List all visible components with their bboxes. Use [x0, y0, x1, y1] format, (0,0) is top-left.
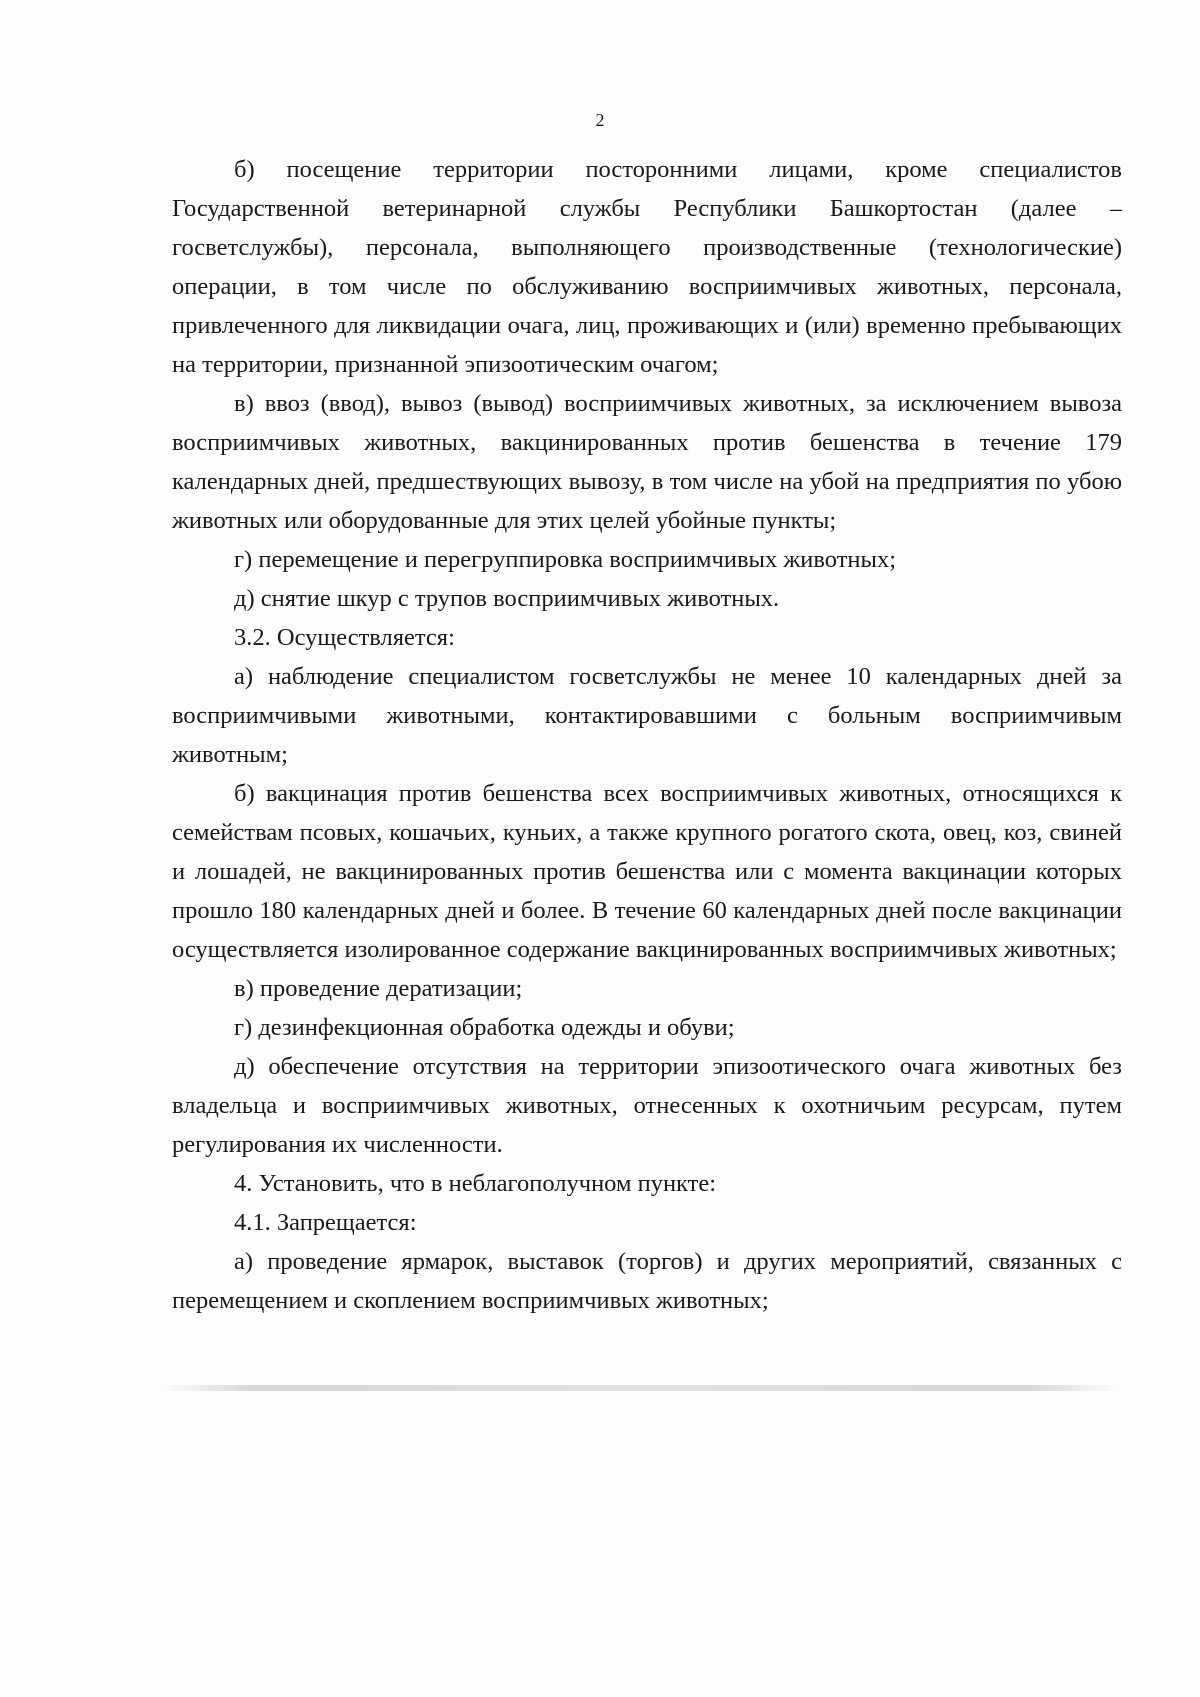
paragraph-b-visit-restriction: б) посещение территории посторонними лицами, кроме специалистов Государственной ветеринарной службы Республики Башкортостан (далее – госветслужбы), персонала, выполняющего производственные (технологические) операции, в том числе по обслуживанию восприимчивых животных, персонала, привлеченного для ликвидации очага, лиц, проживающих и (или) временно пребывающих на территории, признанной эпизоотическим очагом;	[172, 156, 1122, 378]
paragraph-g-disinfection: г) дезинфекционная обработка одежды и обуви;	[234, 1014, 735, 1041]
paragraph-d-skinning: д) снятие шкур с трупов восприимчивых животных.	[234, 585, 780, 612]
paragraph-d-stray-animals: д) обеспечение отсутствия на территории эпизоотического очага животных без владельца и восприимчивых животных, отнесенных к охотничьим ресурсам, путем регулирования их численности.	[172, 1053, 1122, 1158]
section-4-heading: 4. Установить, что в неблагополучном пункте:	[234, 1170, 717, 1197]
paragraph-v-import-export: в) ввоз (ввод), вывоз (вывод) восприимчивых животных, за исключением вывоза восприимчивых животных, вакцинированных против бешенства в течение 179 календарных дней, предшествующих вывозу, в том числе на убой на предприятия по убою животных или оборудованные для этих целей убойные пункты;	[172, 390, 1122, 534]
document-body	[172, 150, 1122, 1320]
paragraph-a-observation: а) наблюдение специалистом госветслужбы не менее 10 календарных дней за восприимчивыми животными, контактировавшими с больным восприимчивым животным;	[172, 663, 1122, 768]
paragraph-g-regrouping: г) перемещение и перегруппировка восприимчивых животных;	[234, 546, 897, 573]
paragraph-b-vaccination: б) вакцинация против бешенства всех восприимчивых животных, относящихся к семействам псовых, кошачьих, куньих, а также крупного рогатого скота, овец, коз, свиней и лошадей, не вакцинированных против бешенства или с момента вакцинации которых прошло 180 календарных дней и более. В течение 60 календарных дней после вакцинации осуществляется изолированное содержание вакцинированных восприимчивых животных;	[172, 780, 1122, 963]
paragraph-a-fairs-ban: а) проведение ярмарок, выставок (торгов) и других мероприятий, связанных с перемещением и скоплением восприимчивых животных;	[172, 1248, 1122, 1314]
page-number: 2	[595, 110, 605, 130]
scan-artifact-streak	[160, 1385, 1120, 1391]
section-4-1-heading: 4.1. Запрещается:	[234, 1209, 417, 1236]
section-3-2-heading: 3.2. Осуществляется:	[234, 624, 455, 651]
paragraph-v-deratization: в) проведение дератизации;	[234, 975, 523, 1002]
